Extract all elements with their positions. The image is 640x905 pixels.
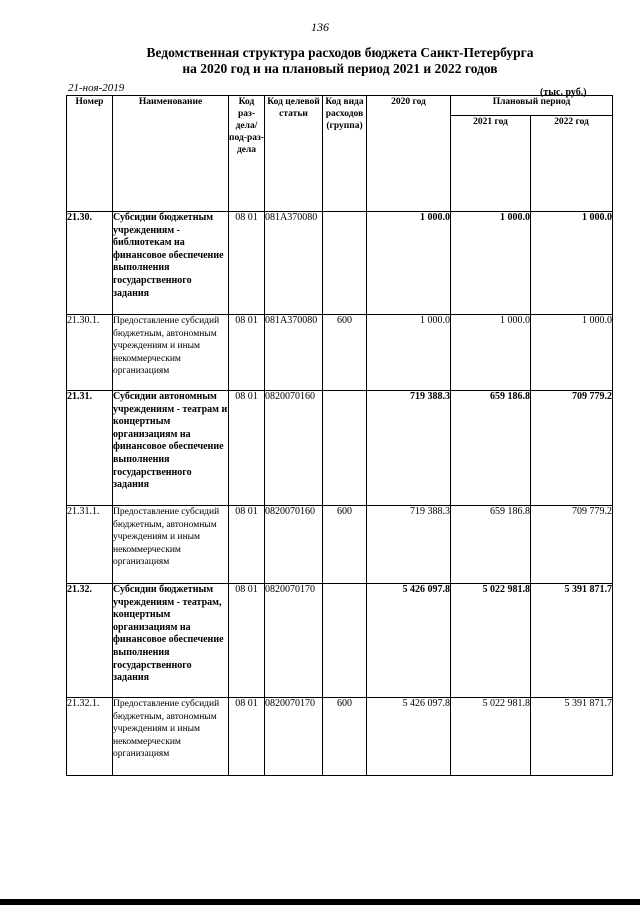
row-number: 21.32.1. [67,698,113,776]
scan-edge-strip [0,899,640,905]
header-target-code: Код целевой статьи [265,96,323,212]
row-target-code: 081A370080 [265,315,323,391]
row-amount-2022: 709 779.2 [531,391,613,506]
units-label: (тыс. руб.) [540,87,587,98]
table-row [67,391,613,506]
row-target-code: 081A370080 [265,212,323,315]
row-amount-2020: 719 388.3 [367,506,451,584]
row-amount-2021: 5 022 981.8 [451,698,531,776]
row-number: 21.30. [67,212,113,315]
row-amount-2021: 1 000.0 [451,212,531,315]
header-year-2022: 2022 год [531,116,613,212]
table-row [67,584,613,698]
row-target-code: 0820070160 [265,391,323,506]
row-target-code: 0820070160 [265,506,323,584]
row-section-code: 08 01 [229,698,265,776]
header-name: Наименование [113,96,229,212]
title-line-2: на 2020 год и на плановый период 2021 и 2022 годов [182,61,498,76]
row-number: 21.31.1. [67,506,113,584]
row-amount-2022: 5 391 871.7 [531,584,613,698]
table-row [67,506,613,584]
row-amount-2021: 659 186.8 [451,391,531,506]
row-expense-type: 600 [323,315,367,391]
page-number: 136 [311,20,329,34]
row-expense-type [323,212,367,315]
table-row [67,315,613,391]
row-amount-2022: 1 000.0 [531,315,613,391]
row-amount-2022: 5 391 871.7 [531,698,613,776]
row-name: Субсидии бюджетным учреждениям - библиотекам на финансовое обеспечение выполнения государственного задания [113,212,229,315]
row-target-code: 0820070170 [265,698,323,776]
row-amount-2020: 5 426 097.8 [367,698,451,776]
row-section-code: 08 01 [229,391,265,506]
row-target-code: 0820070170 [265,584,323,698]
row-section-code: 08 01 [229,315,265,391]
row-amount-2021: 5 022 981.8 [451,584,531,698]
header-year-2020: 2020 год [367,96,451,212]
row-amount-2021: 1 000.0 [451,315,531,391]
row-amount-2021: 659 186.8 [451,506,531,584]
row-expense-type [323,391,367,506]
row-number: 21.31. [67,391,113,506]
row-section-code: 08 01 [229,584,265,698]
title-line-1: Ведомственная структура расходов бюджета Санкт-Петербурга [146,45,534,60]
header-section-code: Код раз-дела/ под-раз-дела [229,96,265,212]
header-planned-period: Плановый период [451,96,613,116]
row-name: Субсидии автономным учреждениям - театрам и концертным организациям на финансовое обеспечение выполнения государственного задания [113,391,229,506]
document-title [60,45,620,77]
row-amount-2020: 1 000.0 [367,315,451,391]
row-name: Предоставление субсидий бюджетным, автономным учреждениям и иным некоммерческим организациям [113,506,229,584]
row-name: Предоставление субсидий бюджетным, автономным учреждениям и иным некоммерческим организациям [113,698,229,776]
budget-table [66,95,613,776]
row-name: Предоставление субсидий бюджетным, автономным учреждениям и иным некоммерческим организациям [113,315,229,391]
row-amount-2020: 719 388.3 [367,391,451,506]
row-amount-2020: 1 000.0 [367,212,451,315]
row-expense-type: 600 [323,698,367,776]
row-amount-2022: 709 779.2 [531,506,613,584]
row-section-code: 08 01 [229,212,265,315]
document-date: 21-ноя-2019 [68,82,125,94]
row-name: Субсидии бюджетным учреждениям - театрам, концертным организациям на финансовое обеспечение выполнения государственного задания [113,584,229,698]
row-amount-2020: 5 426 097.8 [367,584,451,698]
row-number: 21.30.1. [67,315,113,391]
table-row [67,698,613,776]
row-number: 21.32. [67,584,113,698]
row-expense-type: 600 [323,506,367,584]
table-row [67,212,613,315]
header-expense-type-code: Код вида расходов (группа) [323,96,367,212]
header-year-2021: 2021 год [451,116,531,212]
header-number: Номер [67,96,113,212]
row-amount-2022: 1 000.0 [531,212,613,315]
row-section-code: 08 01 [229,506,265,584]
row-expense-type [323,584,367,698]
